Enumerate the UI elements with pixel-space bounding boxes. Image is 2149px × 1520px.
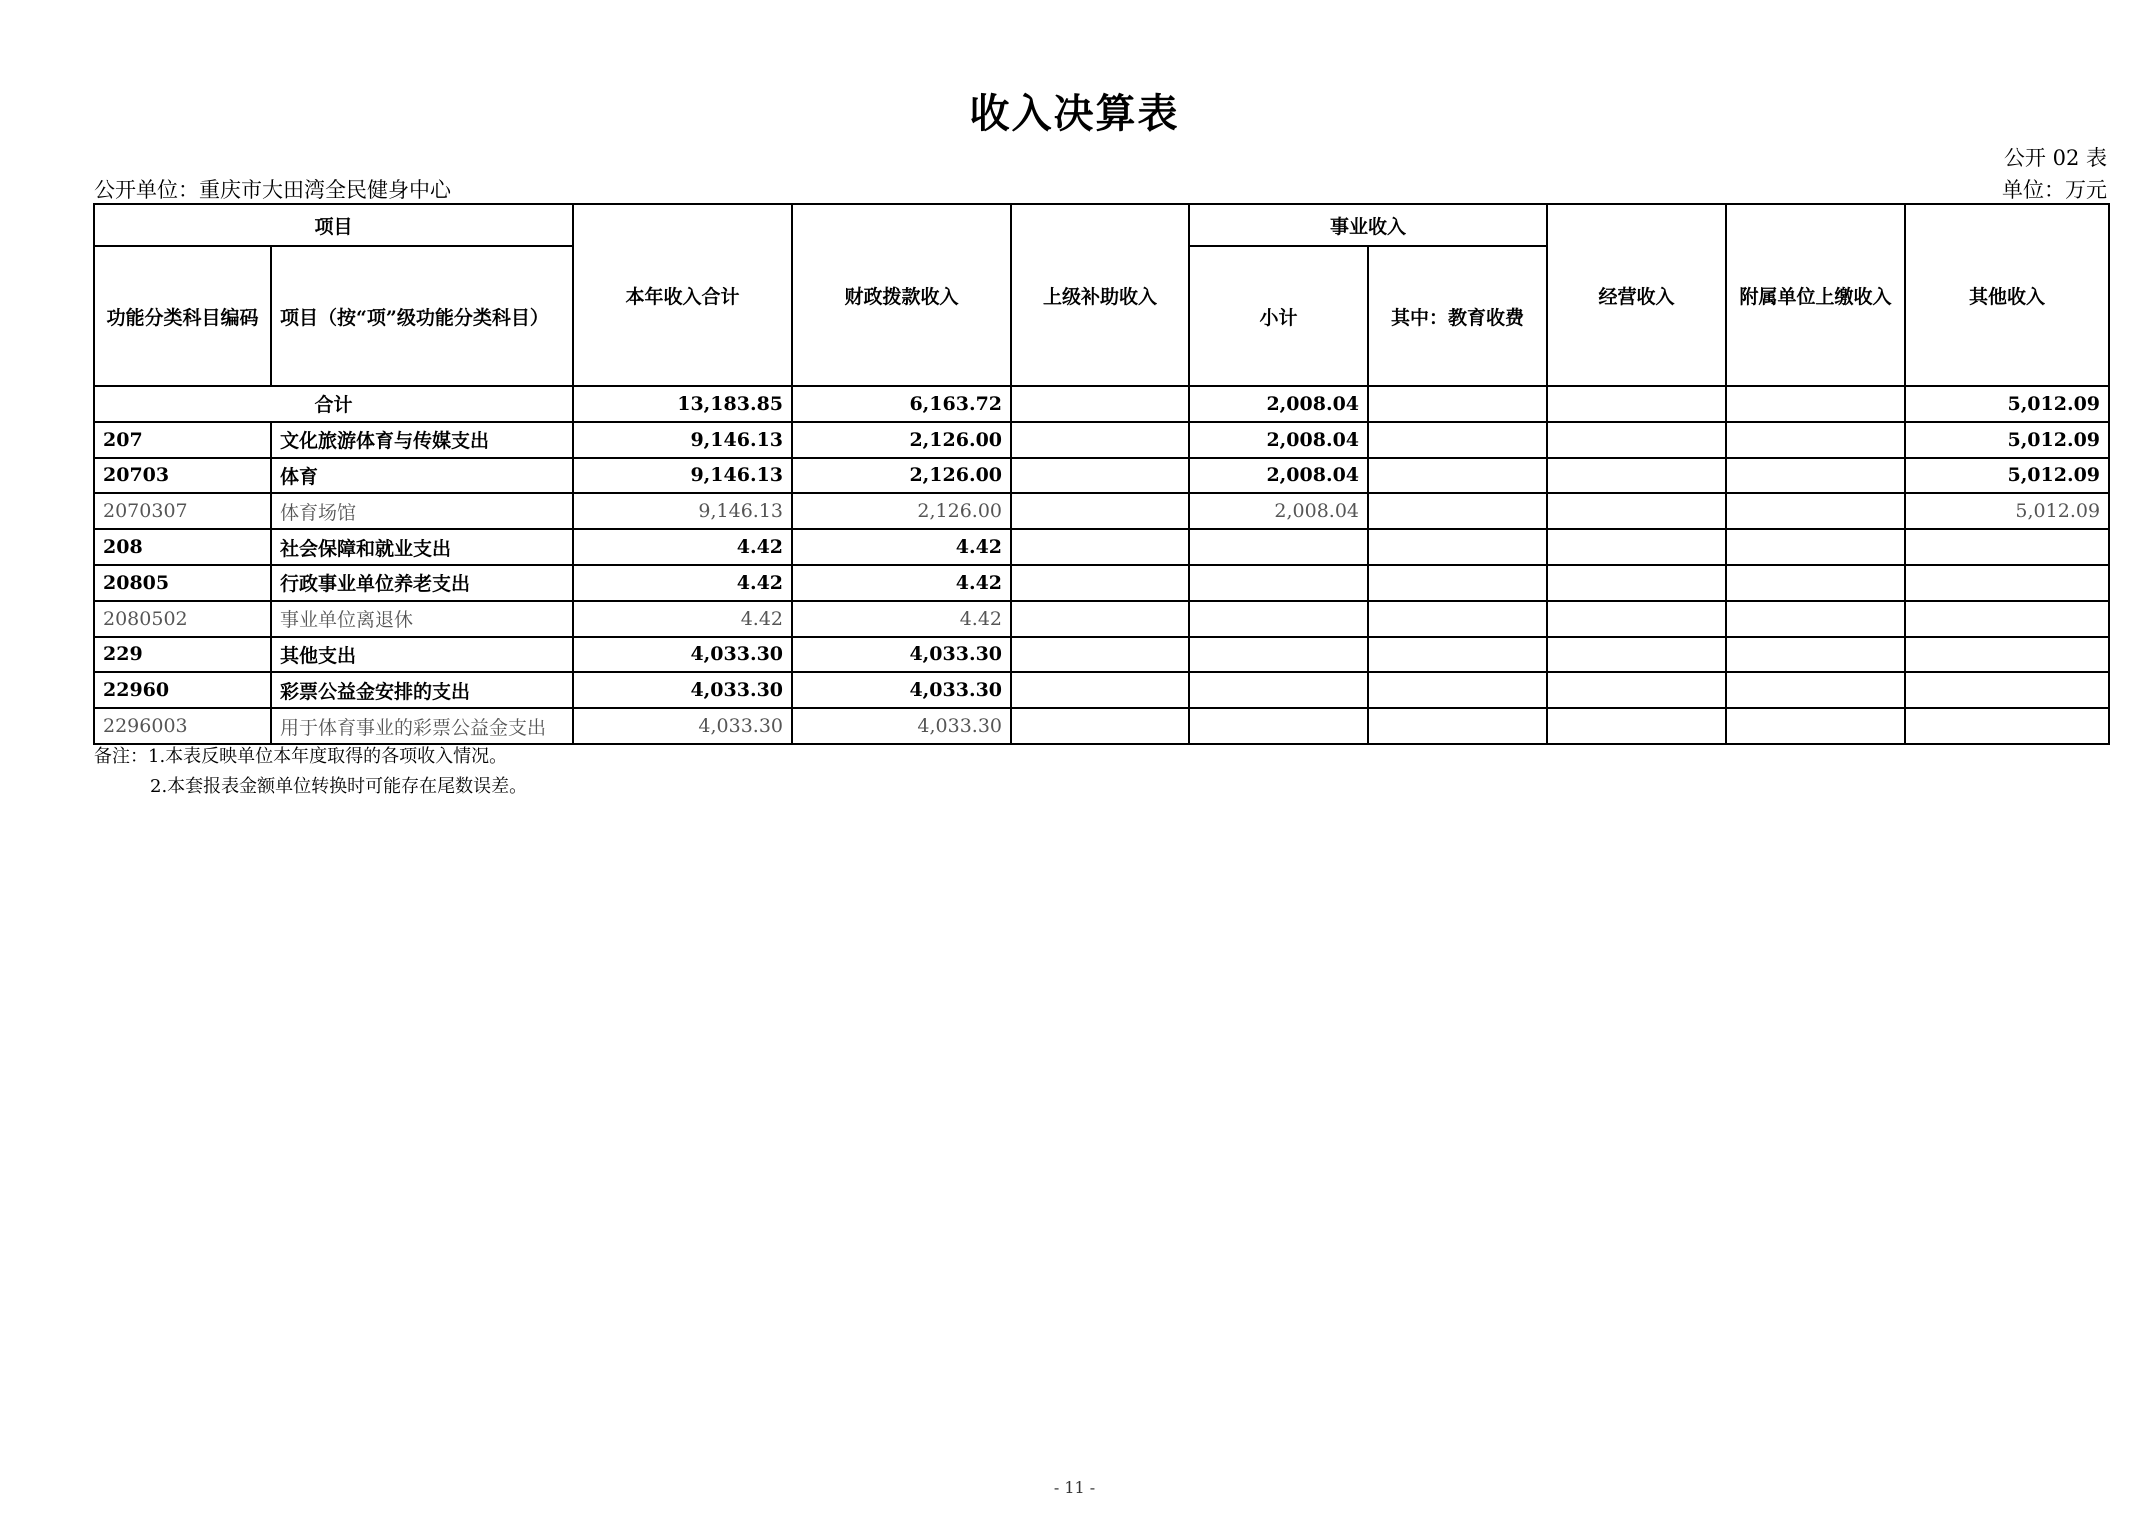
cell-total: 4.42: [573, 565, 792, 601]
table-row: [94, 708, 2109, 744]
cell-total: 9,146.13: [573, 493, 792, 529]
cell-fiscal: 4,033.30: [792, 637, 1011, 673]
income-table: [93, 203, 2110, 745]
cell-code: 229: [94, 637, 271, 673]
cell-operating: [1547, 708, 1726, 744]
cell-other: [1905, 672, 2109, 708]
total-cell-affiliated: [1726, 386, 1905, 422]
cell-fiscal: 4,033.30: [792, 708, 1011, 744]
cell-education: [1368, 601, 1547, 637]
cell-other: 5,012.09: [1905, 493, 2109, 529]
header-total: 本年收入合计: [573, 204, 792, 386]
cell-name: 其他支出: [271, 637, 573, 673]
cell-code: 20805: [94, 565, 271, 601]
cell-code: 208: [94, 529, 271, 565]
cell-education: [1368, 637, 1547, 673]
cell-code: 2296003: [94, 708, 271, 744]
cell-affiliated: [1726, 601, 1905, 637]
cell-code: 2080502: [94, 601, 271, 637]
table-body: [94, 386, 2109, 744]
cell-education: [1368, 529, 1547, 565]
total-label: 合计: [94, 386, 573, 422]
note-1: 备注：1.本表反映单位本年度取得的各项收入情况。: [94, 746, 508, 767]
table-row: [94, 422, 2109, 458]
cell-operating: [1547, 458, 1726, 494]
header-business: 事业收入: [1189, 204, 1547, 246]
cell-operating: [1547, 529, 1726, 565]
total-cell-total: 13,183.85: [573, 386, 792, 422]
table-number: 公开 02 表: [2003, 146, 2107, 170]
table-row: [94, 672, 2109, 708]
cell-code: 2070307: [94, 493, 271, 529]
cell-name: 体育场馆: [271, 493, 573, 529]
cell-affiliated: [1726, 708, 1905, 744]
cell-name: 社会保障和就业支出: [271, 529, 573, 565]
table-row: [94, 493, 2109, 529]
cell-operating: [1547, 672, 1726, 708]
cell-subtotal: 2,008.04: [1189, 493, 1368, 529]
cell-total: 4.42: [573, 529, 792, 565]
cell-affiliated: [1726, 422, 1905, 458]
cell-total: 4,033.30: [573, 672, 792, 708]
cell-fiscal: 2,126.00: [792, 422, 1011, 458]
header-superior: 上级补助收入: [1011, 204, 1189, 386]
cell-other: [1905, 529, 2109, 565]
cell-education: [1368, 493, 1547, 529]
cell-operating: [1547, 493, 1726, 529]
cell-code: 20703: [94, 458, 271, 494]
total-cell-fiscal: 6,163.72: [792, 386, 1011, 422]
cell-superior: [1011, 422, 1189, 458]
total-row: [94, 386, 2109, 422]
header-education: 其中：教育收费: [1368, 246, 1547, 386]
cell-affiliated: [1726, 637, 1905, 673]
header-project: 项目: [94, 204, 573, 246]
org-name: 公开单位：重庆市大田湾全民健身中心: [94, 178, 451, 202]
cell-subtotal: [1189, 637, 1368, 673]
cell-subtotal: [1189, 672, 1368, 708]
cell-operating: [1547, 601, 1726, 637]
cell-education: [1368, 708, 1547, 744]
table-row: [94, 565, 2109, 601]
cell-operating: [1547, 637, 1726, 673]
cell-total: 4.42: [573, 601, 792, 637]
cell-fiscal: 4.42: [792, 565, 1011, 601]
cell-education: [1368, 565, 1547, 601]
cell-affiliated: [1726, 565, 1905, 601]
cell-subtotal: 2,008.04: [1189, 422, 1368, 458]
cell-superior: [1011, 637, 1189, 673]
notes: [94, 742, 527, 802]
cell-fiscal: 2,126.00: [792, 493, 1011, 529]
cell-education: [1368, 672, 1547, 708]
cell-superior: [1011, 672, 1189, 708]
header-func-name: 项目（按“项”级功能分类科目）: [271, 246, 573, 386]
total-cell-superior: [1011, 386, 1189, 422]
cell-affiliated: [1726, 493, 1905, 529]
table-row: [94, 601, 2109, 637]
page-number: - 11 -: [1053, 1478, 1096, 1497]
cell-superior: [1011, 708, 1189, 744]
cell-subtotal: [1189, 601, 1368, 637]
cell-subtotal: [1189, 708, 1368, 744]
cell-name: 用于体育事业的彩票公益金支出: [271, 708, 573, 744]
cell-subtotal: 2,008.04: [1189, 458, 1368, 494]
header-other: 其他收入: [1905, 204, 2109, 386]
cell-other: [1905, 601, 2109, 637]
cell-code: 22960: [94, 672, 271, 708]
cell-superior: [1011, 493, 1189, 529]
cell-code: 207: [94, 422, 271, 458]
cell-other: [1905, 708, 2109, 744]
cell-affiliated: [1726, 529, 1905, 565]
cell-fiscal: 2,126.00: [792, 458, 1011, 494]
cell-superior: [1011, 529, 1189, 565]
header-func-code: 功能分类科目编码: [94, 246, 271, 386]
unit-label: 单位：万元: [2002, 178, 2107, 202]
note-2: 2.本套报表金额单位转换时可能存在尾数误差。: [150, 776, 528, 797]
cell-total: 9,146.13: [573, 422, 792, 458]
cell-education: [1368, 422, 1547, 458]
cell-total: 9,146.13: [573, 458, 792, 494]
total-cell-operating: [1547, 386, 1726, 422]
cell-name: 行政事业单位养老支出: [271, 565, 573, 601]
header-affiliated: 附属单位上缴收入: [1726, 204, 1905, 386]
cell-name: 事业单位离退休: [271, 601, 573, 637]
cell-total: 4,033.30: [573, 637, 792, 673]
cell-subtotal: [1189, 565, 1368, 601]
cell-name: 彩票公益金安排的支出: [271, 672, 573, 708]
cell-name: 文化旅游体育与传媒支出: [271, 422, 573, 458]
table-row: [94, 458, 2109, 494]
cell-other: [1905, 637, 2109, 673]
cell-education: [1368, 458, 1547, 494]
page-title: 收入决算表: [969, 90, 1180, 137]
cell-other: 5,012.09: [1905, 458, 2109, 494]
total-cell-subtotal: 2,008.04: [1189, 386, 1368, 422]
cell-other: [1905, 565, 2109, 601]
total-cell-education: [1368, 386, 1547, 422]
table-row: [94, 637, 2109, 673]
total-cell-other: 5,012.09: [1905, 386, 2109, 422]
cell-operating: [1547, 422, 1726, 458]
header-fiscal: 财政拨款收入: [792, 204, 1011, 386]
cell-superior: [1011, 565, 1189, 601]
header-subtotal: 小计: [1189, 246, 1368, 386]
cell-subtotal: [1189, 529, 1368, 565]
table-row: [94, 529, 2109, 565]
cell-fiscal: 4,033.30: [792, 672, 1011, 708]
cell-affiliated: [1726, 672, 1905, 708]
cell-fiscal: 4.42: [792, 601, 1011, 637]
cell-other: 5,012.09: [1905, 422, 2109, 458]
cell-superior: [1011, 458, 1189, 494]
cell-superior: [1011, 601, 1189, 637]
cell-operating: [1547, 565, 1726, 601]
cell-fiscal: 4.42: [792, 529, 1011, 565]
cell-total: 4,033.30: [573, 708, 792, 744]
cell-name: 体育: [271, 458, 573, 494]
header-operating: 经营收入: [1547, 204, 1726, 386]
cell-affiliated: [1726, 458, 1905, 494]
